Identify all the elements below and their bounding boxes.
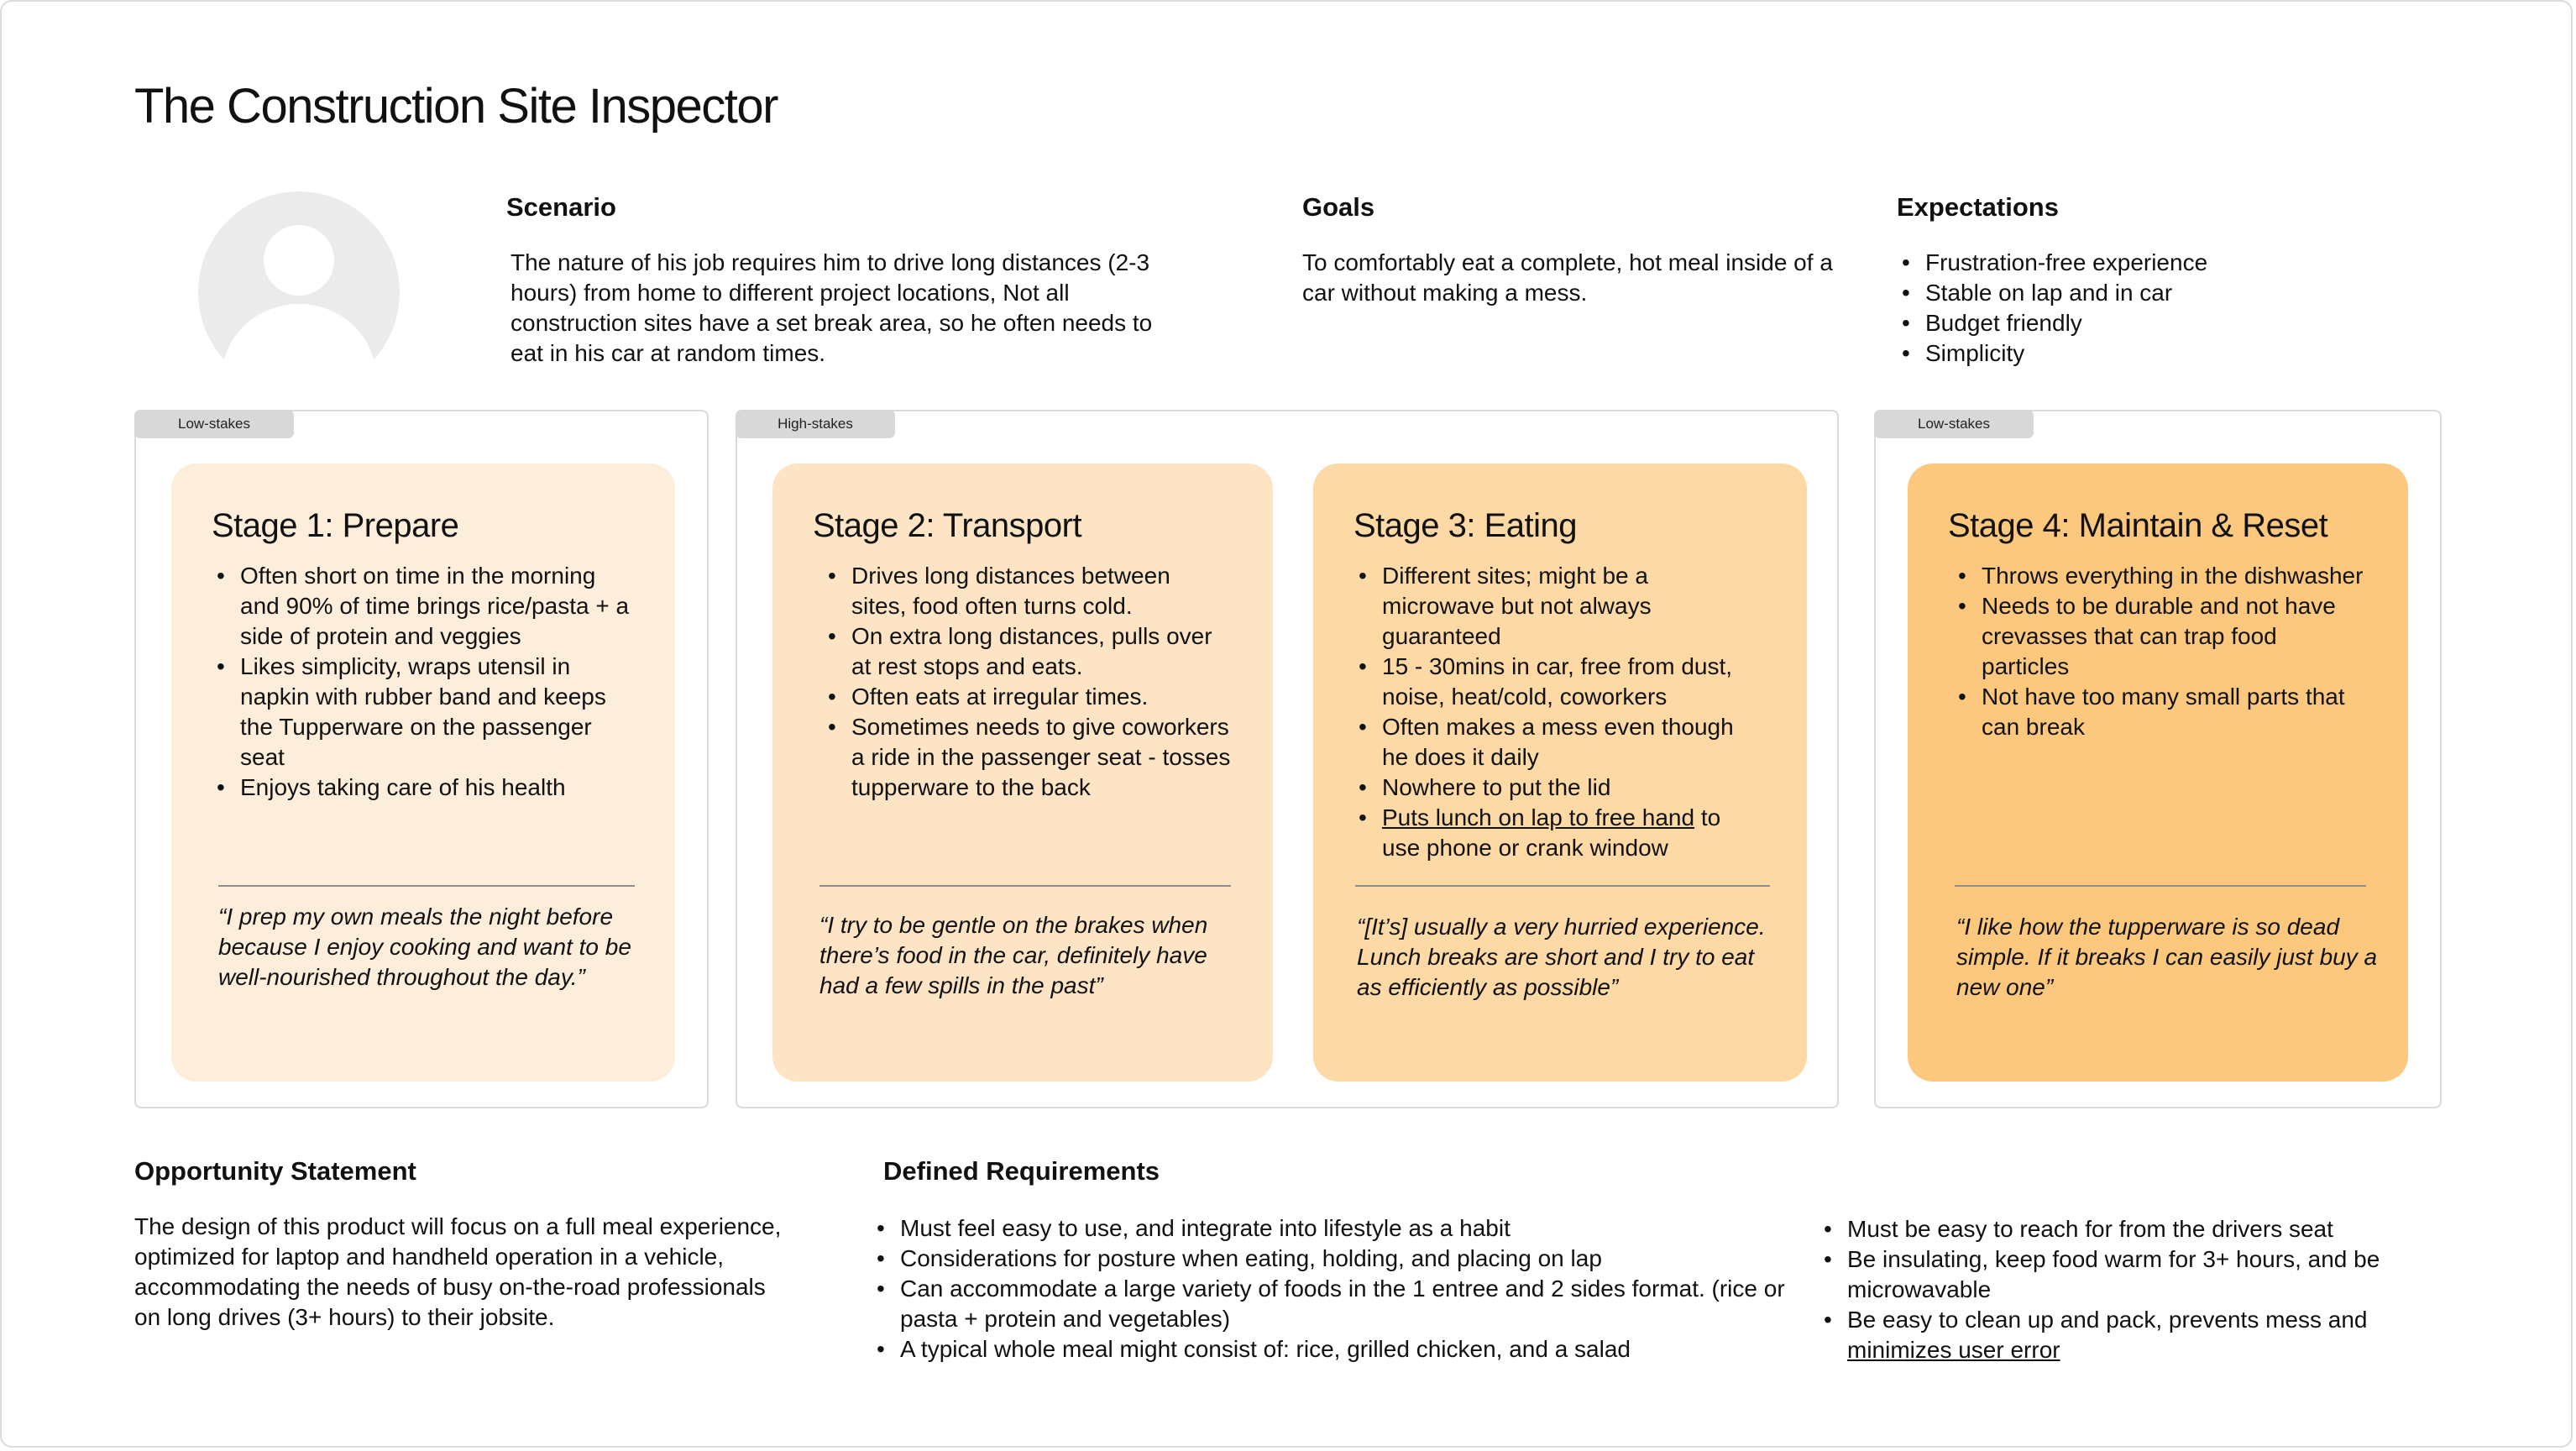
list-item: • Budget friendly [1925, 308, 2367, 338]
scenario-text: The nature of his job requires him to drive long distances (2-3 hours) from home to different project locations, Not all construction sites have a set break area, so he often needs to eat in his car at random times. [510, 249, 1153, 367]
page-title: The Construction Site Inspector [134, 79, 778, 134]
stage-quote: “[It’s] usually a very hurried experience. Lunch breaks are short and I try to eat as efficiently as possible” [1357, 914, 1766, 1000]
list-item: • Can accommodate a large variety of foods in the 1 entree and 2 sides format. (rice or pasta + protein and vegetables) [900, 1274, 1790, 1334]
requirements-list-left [883, 1213, 1790, 1365]
stage-card-2 [772, 464, 1273, 1082]
list-item: • Often eats at irregular times. [851, 682, 1231, 712]
opportunity-section [134, 1155, 789, 1333]
list-item: • Different sites; might be a microwave but not always guaranteed [1382, 561, 1765, 652]
underlined-text: minimizes user error [1847, 1337, 2060, 1363]
list-item: • Sometimes needs to give coworkers a ride in the passenger seat - tosses tupperware to the back [851, 712, 1231, 803]
list-item: • A typical whole meal might consist of: rice, grilled chicken, and a salad [900, 1334, 1790, 1365]
expectations-heading: Expectations [1897, 192, 2059, 222]
list-item: • Must feel easy to use, and integrate into lifestyle as a habit [900, 1213, 1790, 1244]
stakes-tag: Low-stakes [1874, 410, 2034, 438]
avatar [198, 191, 400, 393]
stage-bullets [813, 561, 1231, 803]
expectations-section [1897, 191, 2367, 369]
list-item: • Be insulating, keep food warm for 3+ hours, and be microwavable [1847, 1244, 2406, 1305]
list-item: • Enjoys taking care of his health [240, 773, 633, 803]
stage-title: Stage 2: Transport [813, 507, 1082, 544]
list-item: • Not have too many small parts that can break [1982, 682, 2366, 742]
requirements-list-right [1819, 1214, 2406, 1365]
goals-section [1302, 191, 1856, 308]
stage-card-3 [1313, 464, 1807, 1082]
list-item: • 15 - 30mins in car, free from dust, noise, heat/cold, coworkers [1382, 652, 1765, 712]
stage-title: Stage 4: Maintain & Reset [1948, 507, 2328, 544]
list-item: • Throws everything in the dishwasher [1982, 561, 2366, 591]
stage-quote: “I prep my own meals the night before because I enjoy cooking and want to be well-nourished throughout the day.” [218, 904, 631, 990]
stage-card-4 [1908, 464, 2408, 1082]
opportunity-heading: Opportunity Statement [134, 1156, 416, 1186]
stage-card-1 [171, 464, 675, 1082]
expectations-list [1897, 248, 2367, 369]
list-item: • Considerations for posture when eating, holding, and placing on lap [900, 1244, 1790, 1274]
divider [1955, 885, 2366, 887]
stage-bullets [1353, 561, 1765, 863]
requirements-section [883, 1155, 1790, 1365]
divider [218, 885, 635, 887]
divider [1355, 885, 1770, 887]
opportunity-text: The design of this product will focus on a full meal experience, optimized for laptop and handheld operation in a vehicle, accommodating the needs of busy on-the-road professionals on long drives (3+ hours) to their jobsite. [134, 1213, 782, 1331]
list-item [1382, 803, 1765, 863]
stage-title: Stage 3: Eating [1353, 507, 1578, 544]
stage-quote: “I try to be gentle on the brakes when there’s food in the car, definitely have had a few spills in the past” [819, 912, 1208, 998]
goals-heading: Goals [1302, 192, 1375, 222]
list-item [1847, 1305, 2406, 1365]
bullet-rest-text: to use phone or crank window [1382, 804, 1721, 861]
list-item: • Frustration-free experience [1925, 248, 2367, 278]
underlined-text: Puts lunch on lap to free hand [1382, 804, 1695, 830]
stakes-tag: Low-stakes [134, 410, 294, 438]
requirements-heading: Defined Requirements [883, 1156, 1160, 1186]
scenario-section [506, 191, 1178, 369]
list-item: • Often makes a mess even though he does it daily [1382, 712, 1765, 773]
stage-bullets [1948, 561, 2366, 742]
list-item: • Likes simplicity, wraps utensil in napkin with rubber band and keeps the Tupperware on the passenger seat [240, 652, 633, 773]
list-item: • Stable on lap and in car [1925, 278, 2367, 308]
stage-title: Stage 1: Prepare [212, 507, 459, 544]
list-item: • Often short on time in the morning and 90% of time brings rice/pasta + a side of protein and veggies [240, 561, 633, 652]
list-item: • Drives long distances between sites, food often turns cold. [851, 561, 1231, 621]
scenario-heading: Scenario [506, 192, 616, 222]
list-item: • Simplicity [1925, 338, 2367, 369]
list-item: • Must be easy to reach for from the drivers seat [1847, 1214, 2406, 1244]
stage-bullets [212, 561, 633, 803]
requirements-right [1819, 1214, 2406, 1365]
stakes-tag: High-stakes [736, 410, 895, 438]
divider [819, 885, 1231, 887]
list-item-text: Be easy to clean up and pack, prevents mess and [1847, 1307, 2368, 1333]
list-item: • On extra long distances, pulls over at rest stops and eats. [851, 621, 1231, 682]
list-item: • Nowhere to put the lid [1382, 773, 1765, 803]
user-placeholder-icon [198, 191, 400, 393]
goals-text: To comfortably eat a complete, hot meal inside of a car without making a mess. [1302, 249, 1833, 306]
stage-quote: “I like how the tupperware is so dead simple. If it breaks I can easily just buy a new one” [1956, 914, 2378, 1000]
list-item: • Needs to be durable and not have crevasses that can trap food particles [1982, 591, 2366, 682]
